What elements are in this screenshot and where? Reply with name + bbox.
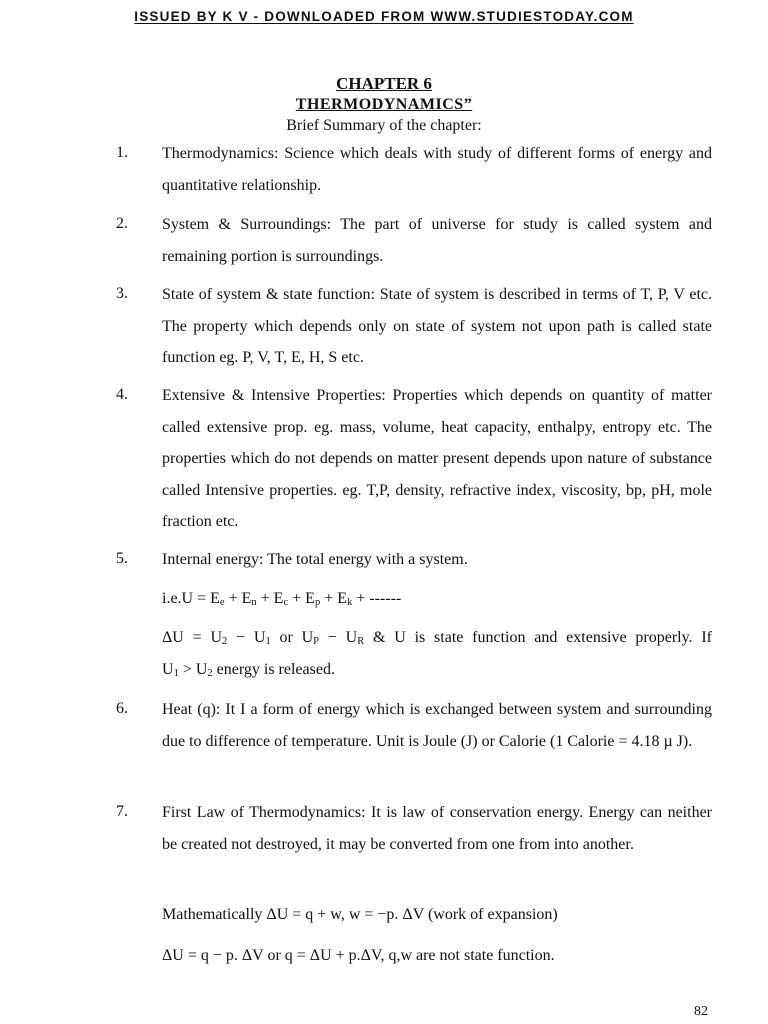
- chapter-title: CHAPTER 6: [336, 74, 432, 93]
- item-number: 5.: [116, 550, 128, 567]
- item-text: Thermodynamics: Science which deals with study of different forms of energy and quantitative relationship.: [162, 145, 712, 194]
- item-number: 3.: [116, 285, 128, 302]
- first-law-equation: Mathematically ΔU = q + w, w = −p. ΔV (work of expansion): [162, 906, 558, 923]
- internal-energy-equation: $i.e.U = E_e + E_n + E_c + E_p + E_k$ + ------: [162, 590, 402, 608]
- page-number: 82: [694, 1004, 708, 1019]
- item-text: First Law of Thermodynamics: It is law of conservation energy. Energy can neither be created not destroyed, it may be converted from one from into another.: [162, 804, 712, 853]
- download-banner: ISSUED BY K V - DOWNLOADED FROM WWW.STUDIESTODAY.COM: [134, 9, 634, 24]
- item-number: 2.: [116, 215, 128, 232]
- topic-title: THERMODYNAMICS”: [295, 96, 473, 113]
- summary-heading: Brief Summary of the chapter:: [286, 117, 482, 134]
- energy-release-condition: $U_1 > U_2$ energy is released.: [162, 661, 335, 679]
- item-number: 6.: [116, 700, 128, 717]
- item-number: 7.: [116, 803, 128, 820]
- item-number: 1.: [116, 144, 128, 161]
- item-number: 4.: [116, 386, 128, 403]
- item-text: System & Surroundings: The part of universe for study is called system and remaining portion is surroundings.: [162, 216, 712, 265]
- first-law-rearranged: ΔU = q − p. ΔV or q = ΔU + p.ΔV, q,w are not state function.: [162, 947, 555, 964]
- item-text: Heat (q): It I a form of energy which is exchanged between system and surrounding due to difference of temperature. Unit is Joule (J) or Calorie (1 Calorie = 4.18 µ J).: [162, 701, 712, 750]
- item-text: Internal energy: The total energy with a system.: [162, 551, 468, 568]
- item-text: State of system & state function: State of system is described in terms of T, P, V etc. The property which depends only on state of system not upon path is called state function eg. P, V, T, E, H, S etc.: [162, 286, 712, 366]
- delta-u-definition: $\Delta U = U_2 - U_1$ or $U_P - U_R$ & U is state function and extensive properly. If: [162, 629, 713, 647]
- item-text: Extensive & Intensive Properties: Properties which depends on quantity of matter called extensive prop. eg. mass, volume, heat capacity, enthalpy, entropy etc. The properties which do not depends on matter present depends upon nature of substance called Intensive properties. eg. T,P, density, refractive index, viscosity, bp, pH, mole fraction etc.: [162, 387, 712, 530]
